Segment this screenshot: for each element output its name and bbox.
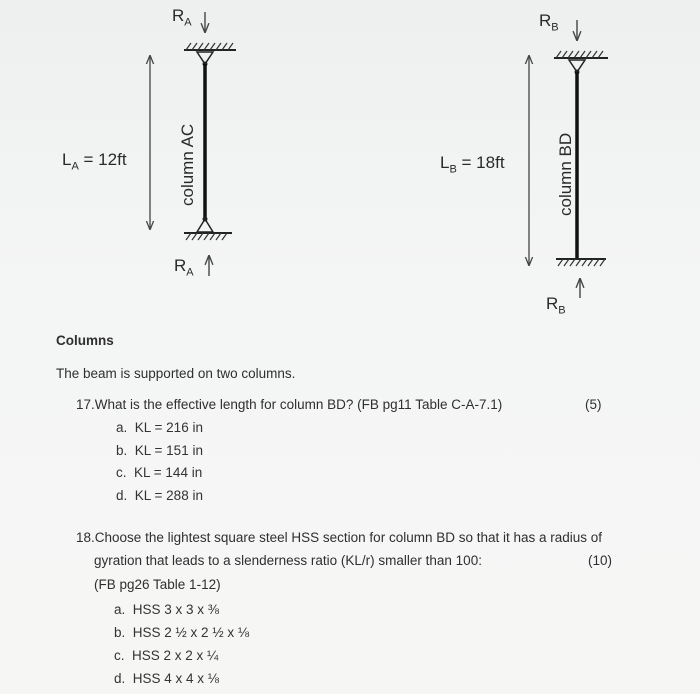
- reaction-rb-top: $R_B$: [539, 11, 559, 34]
- q18-option-c: c. HSS 2 x 2 x ¼: [114, 648, 219, 663]
- q18-option-d: d. HSS 4 x 4 x ⅛: [114, 671, 220, 686]
- reaction-ra-bottom: $R_A$: [174, 256, 194, 279]
- q17-option-b: b. KL = 151 in: [116, 443, 203, 458]
- q17-option-d: d. KL = 288 in: [116, 488, 203, 503]
- reaction-rb-bottom: $R_B$: [546, 294, 566, 317]
- length-label-lb: $L_B = 18ft$: [440, 153, 505, 176]
- question-18-line3: (FB pg26 Table 1-12): [94, 577, 221, 592]
- column-ac-label: column AC: [178, 123, 197, 206]
- question-18-line2: gyration that leads to a slenderness ratio (KL/r) smaller than 100:: [94, 553, 482, 568]
- question-17: 17.What is the effective length for column BD? (FB pg11 Table C-A-7.1): [76, 397, 503, 412]
- section-intro: The beam is supported on two columns.: [56, 366, 296, 381]
- section-heading: Columns: [56, 333, 114, 348]
- question-18-line1: 18.Choose the lightest square steel HSS section for column BD so that it has a radius of: [76, 530, 603, 545]
- reaction-ra-top: $R_A$: [172, 6, 192, 29]
- q18-option-a: a. HSS 3 x 3 x ⅜: [114, 602, 220, 617]
- q18-option-b: b. HSS 2 ½ x 2 ½ x ⅛: [114, 625, 250, 640]
- length-label-la: $L_A = 12ft$: [62, 150, 127, 173]
- q17-option-c: c. KL = 144 in: [116, 465, 203, 480]
- question-18-points: (10): [588, 553, 613, 568]
- question-17-points: (5): [585, 397, 602, 412]
- column-bd-label: column BD: [556, 132, 575, 216]
- q17-option-a: a. KL = 216 in: [116, 420, 203, 435]
